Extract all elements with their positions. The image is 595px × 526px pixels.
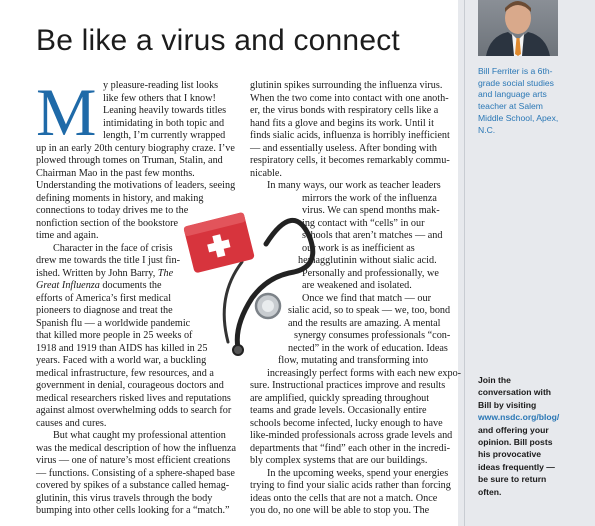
- body-line: Leaning heavily towards titles: [103, 105, 227, 116]
- body-line: departments that “find” each other in the incredi-: [250, 442, 450, 454]
- body-line: respiratory cells, it becomes remarkably commu-: [250, 155, 450, 166]
- body-line: nected” in the work of education. Ideas: [288, 342, 448, 354]
- body-line: teams and grade levels. Occasionally entire: [250, 405, 427, 416]
- body-line: years. Faced with a world war, a buckling: [36, 355, 207, 366]
- first-aid-kit: [183, 212, 255, 274]
- cta-line: and offering your: [478, 424, 549, 435]
- body-line: are amplified, quickly spreading throughout: [250, 392, 430, 404]
- body-line: schools that aren’t matches — and: [302, 230, 443, 241]
- body-line: finds sialic acids, influenza is horribly inefficient: [250, 130, 450, 141]
- body-line: you do, no one will be able to stop you. The: [250, 505, 430, 516]
- body-line: covered by spikes of a substance called hemag-: [36, 480, 230, 491]
- body-line: trying to find your sialic acids rather than forcing: [250, 480, 451, 491]
- cta-line: Bill by visiting: [478, 399, 537, 410]
- body-line: bly complex systems that are our buildings.: [250, 455, 428, 466]
- cta-line: be sure to return: [478, 474, 547, 485]
- body-line: In the upcoming weeks, spend your energies: [267, 467, 449, 479]
- body-line: mirrors the work of the influenza: [302, 192, 437, 204]
- body-line: pioneers to diagnose and treat the: [36, 305, 173, 316]
- cta-line: opinion. Bill posts: [478, 437, 553, 448]
- body-line: hemagglutinin without sialic acid.: [298, 255, 437, 266]
- body-line: But what caught my professional attention: [53, 430, 226, 441]
- body-line: intimidating in both topic and: [103, 117, 225, 129]
- body-line: government in denial, courageous doctors and: [36, 380, 224, 391]
- body-line: y pleasure-reading list looks: [103, 80, 219, 91]
- body-line: efforts of America’s first medical: [36, 292, 172, 304]
- drop-cap: M: [36, 74, 97, 150]
- body-line: like-minded professionals across grade levels and: [250, 430, 453, 441]
- body-line: defining moments in history, and making: [36, 192, 204, 204]
- body-line: glutinin, this virus travels through the body: [36, 492, 213, 504]
- body-line: our work is as inefficient as: [302, 242, 415, 254]
- body-line: glutinin spikes surrounding the influenza virus.: [250, 80, 443, 91]
- body-line: Once we find that match — our: [302, 292, 432, 304]
- body-line: sialic acid, so to speak — we, too, bond: [288, 305, 451, 316]
- author-bio: [478, 66, 588, 136]
- bio-line: Middle School, Apex,: [478, 112, 559, 123]
- body-line: increasingly perfect forms with each new expo-: [267, 367, 462, 379]
- body-line: Personally and professionally, we: [302, 267, 439, 279]
- medical-illustration: [182, 200, 322, 365]
- blog-callout: [478, 374, 590, 498]
- book-title: Great Influenza: [36, 280, 100, 291]
- body-line: ing contact with “cells” in our: [302, 217, 425, 229]
- body-line: sure. Instructional practices improve and results: [250, 380, 446, 391]
- blog-link[interactable]: www.nsdc.org/blog/: [478, 412, 560, 423]
- body-line: In many ways, our work as teacher leaders: [267, 180, 441, 191]
- bio-line: N.C.: [478, 124, 496, 135]
- body-line: that killed more people in 25 weeks of: [36, 330, 193, 341]
- body-line: synergy consumes professionals “con-: [294, 330, 451, 341]
- body-line: Understanding the motivations of leaders, seeing: [36, 180, 236, 191]
- body-line: up in an early 20th century biography craze. I’ve: [36, 142, 235, 154]
- article-title: Be like a virus and connect: [36, 24, 400, 57]
- bio-line: and language arts: [478, 89, 547, 100]
- body-line: and the results are amazing. A mental: [288, 317, 441, 329]
- cta-line: conversation with: [478, 387, 552, 398]
- body-line: schools become infected, lucky enough to have: [250, 417, 443, 429]
- body-line: flow, mutating and transforming into: [278, 355, 429, 366]
- body-line: like few others that I know!: [103, 92, 216, 104]
- body-line: When the two come into contact with one anoth-: [250, 92, 449, 104]
- cta-line: his provocative: [478, 449, 542, 460]
- body-line: Chairman Mao in the past few months.: [36, 167, 195, 179]
- sidebar-divider: [464, 0, 465, 526]
- body-line: — functions. Consisting of a sphere-shaped base: [36, 467, 235, 479]
- bio-line: grade social studies: [478, 77, 554, 88]
- body-text: ished. Written by John Barry,: [36, 267, 156, 279]
- body-line: hand fits a glove and begins its work. Until it: [250, 117, 434, 129]
- body-line: are weakened and isolated.: [302, 280, 412, 291]
- cta-line: ideas frequently —: [478, 461, 555, 472]
- body-line: drew me towards the title I just fin-: [36, 255, 181, 266]
- body-line: Character in the face of crisis: [53, 242, 173, 254]
- body-line: bumping into other cells looking for a “match.”: [36, 505, 230, 516]
- book-title-the: The: [157, 267, 174, 279]
- body-line: virus. We can spend months mak-: [302, 205, 440, 216]
- author-photo: [478, 0, 558, 56]
- body-line: er, the virus bonds with respiratory cells like a: [250, 105, 439, 116]
- bio-line: Bill Ferriter is a 6th-: [478, 66, 553, 76]
- cta-line: often.: [478, 486, 502, 497]
- body-line: length, I’m currently wrapped: [103, 130, 226, 141]
- cta-line: Join the: [478, 375, 511, 385]
- body-line: nicable.: [250, 167, 282, 179]
- body-line: virus — one of nature’s most efficient creations: [36, 455, 231, 466]
- body-line: medical researchers risked lives and reputations: [36, 392, 231, 404]
- body-line: against almost overwhelming odds to search for: [36, 405, 232, 416]
- body-line: ideas onto the cells that are not a match. Once: [250, 492, 438, 504]
- body-line: 1918 and 1919 than AIDS has killed in 25: [36, 342, 208, 354]
- body-line: nonfiction section of the bookstore: [36, 217, 179, 229]
- body-line: medical infrastructure, few resources, and a: [36, 367, 214, 379]
- bio-line: teacher at Salem: [478, 101, 543, 112]
- body-line: Spanish flu — a worldwide pandemic: [36, 317, 191, 329]
- body-line: was the medical description of how the influenza: [36, 442, 237, 454]
- body-line: — and essentially useless. After bonding with: [250, 142, 438, 154]
- body-line: plowed through tomes on Truman, Stalin, and: [36, 155, 223, 166]
- body-line: causes and cures.: [36, 417, 107, 429]
- body-line: time and again.: [36, 230, 99, 241]
- body-text: documents the: [102, 280, 162, 291]
- body-line: connections to today drives me to the: [36, 205, 189, 216]
